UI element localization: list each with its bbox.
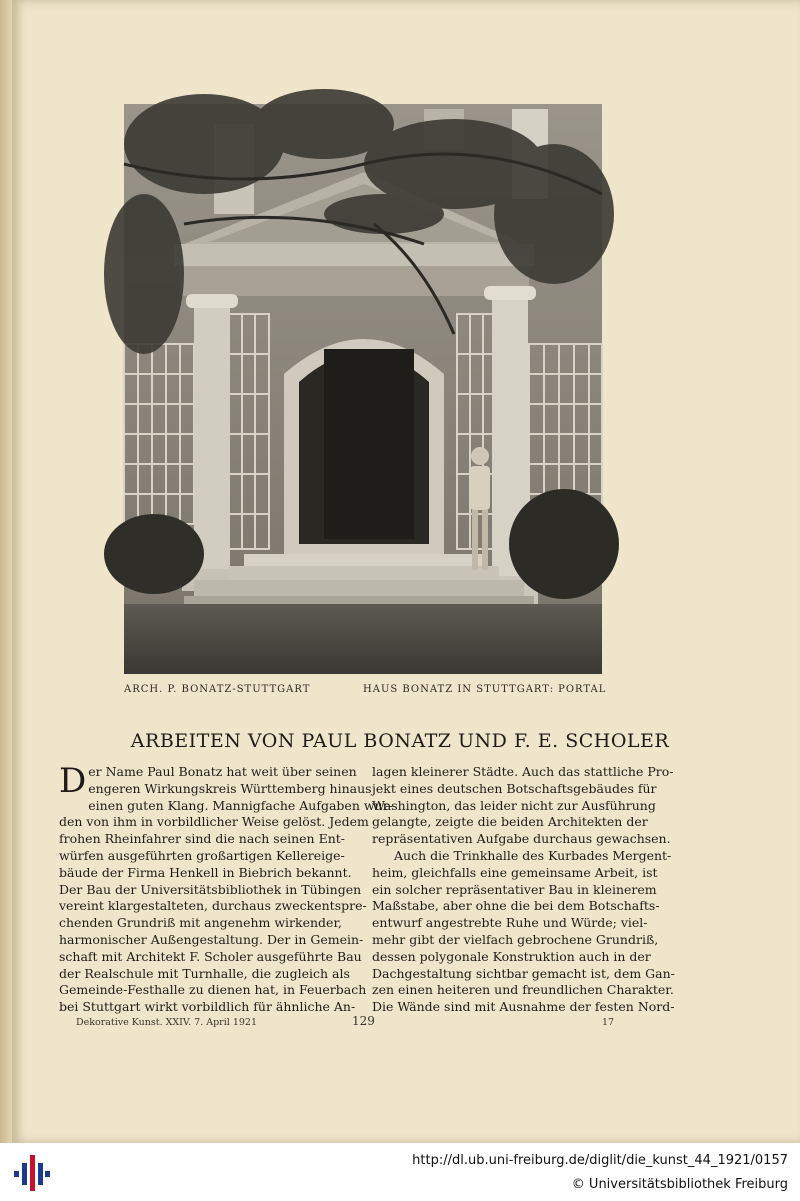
text-line: der Realschule mit Turnhalle, die zugleich als [59,965,350,981]
document-url-link[interactable]: http://dl.ub.uni-freiburg.de/diglit/die_kunst_44_1921/0157 [412,1153,788,1168]
text-line: ein solcher repräsentativer Bau in kleinerem [372,881,657,897]
text-line: entwurf angestrebte Ruhe und Würde; viel- [372,915,648,931]
text-line: lagen kleinerer Städte. Auch das stattliche Pro- [372,764,674,779]
text-line: bei Stuttgart wirkt vorbildlich für ähnliche An- [59,999,356,1015]
article-column-left [59,761,393,1016]
text-line: repräsentativen Aufgabe durchaus gewachsen. [372,831,671,847]
text-line: chenden Grundriß mit angenehm wirkender, [59,915,343,931]
photo-caption-title: HAUS BONATZ IN STUTTGART: PORTAL [363,684,607,695]
text-line: Washington, das leider nicht zur Ausführung [372,797,656,813]
text-line: mehr gibt der vielfach gebrochene Grundriß, [372,931,659,947]
text-line: harmonischer Außengestaltung. Der in Gemein- [59,931,364,947]
text-line: heim, gleichfalls eine gemeinsame Arbeit, ist [372,864,658,880]
text-line: Maßstabe, aber ohne die bei dem Botschafts- [372,898,660,914]
drop-cap: D [59,761,87,801]
text-line: den von ihm in vorbildlicher Weise gelöst. Jedem [59,814,369,830]
library-bar [0,1143,800,1201]
portal-photograph [124,104,602,674]
text-line: Der Bau der Universitätsbibliothek in Tübingen [59,881,362,897]
article-title: ARBEITEN VON PAUL BONATZ UND F. E. SCHOLER [130,730,670,752]
text-line: Die Wände sind mit Ausnahme der festen Nord- [372,999,675,1015]
photo-caption-architect: ARCH. P. BONATZ-STUTTGART [124,684,311,695]
text-line: einen guten Klang. Mannigfache Aufgaben wur- [88,797,393,813]
text-line: Auch die Trinkhalle des Kurbades Mergent- [394,847,672,863]
text-line: würfen ausgeführten großartigen Kellereige- [59,847,345,863]
text-line: engeren Wirkungskreis Württemberg hinaus [88,780,372,796]
text-line: frohen Rheinfahrer sind die nach seinen Ent- [59,831,345,847]
text-line: Dachgestaltung sichtbar gemacht ist, dem Gan- [372,965,675,981]
text-line: vereint klargestalteten, durchaus zweckentspre- [59,898,367,914]
article-column-right [372,764,675,1016]
portal-photo-illustration [124,104,602,674]
journal-footer: Dekorative Kunst. XXIV. 7. April 1921 [76,1017,258,1028]
ub-freiburg-logo-icon [14,1153,50,1193]
text-line: gelangte, zeigte die beiden Architekten der [372,814,648,830]
text-line: Gemeinde-Festhalle zu dienen hat, in Feuerbach [59,982,367,998]
page-number: 129 [352,1014,375,1028]
book-spine [0,0,12,1143]
signature-mark: 17 [602,1017,615,1028]
text-line: jekt eines deutschen Botschaftsgebäudes für [372,780,657,796]
text-line: zen einen heiteren und freundlichen Charakter. [372,982,674,998]
text-line: schaft mit Architekt F. Scholer ausgeführte Bau [59,948,362,964]
text-line: er Name Paul Bonatz hat weit über seinen [88,764,357,779]
text-line: bäude der Firma Henkell in Biebrich bekannt. [59,864,352,880]
text-line: dessen polygonale Konstruktion auch in der [372,948,651,964]
copyright-notice: © Universitätsbibliothek Freiburg [571,1177,788,1192]
